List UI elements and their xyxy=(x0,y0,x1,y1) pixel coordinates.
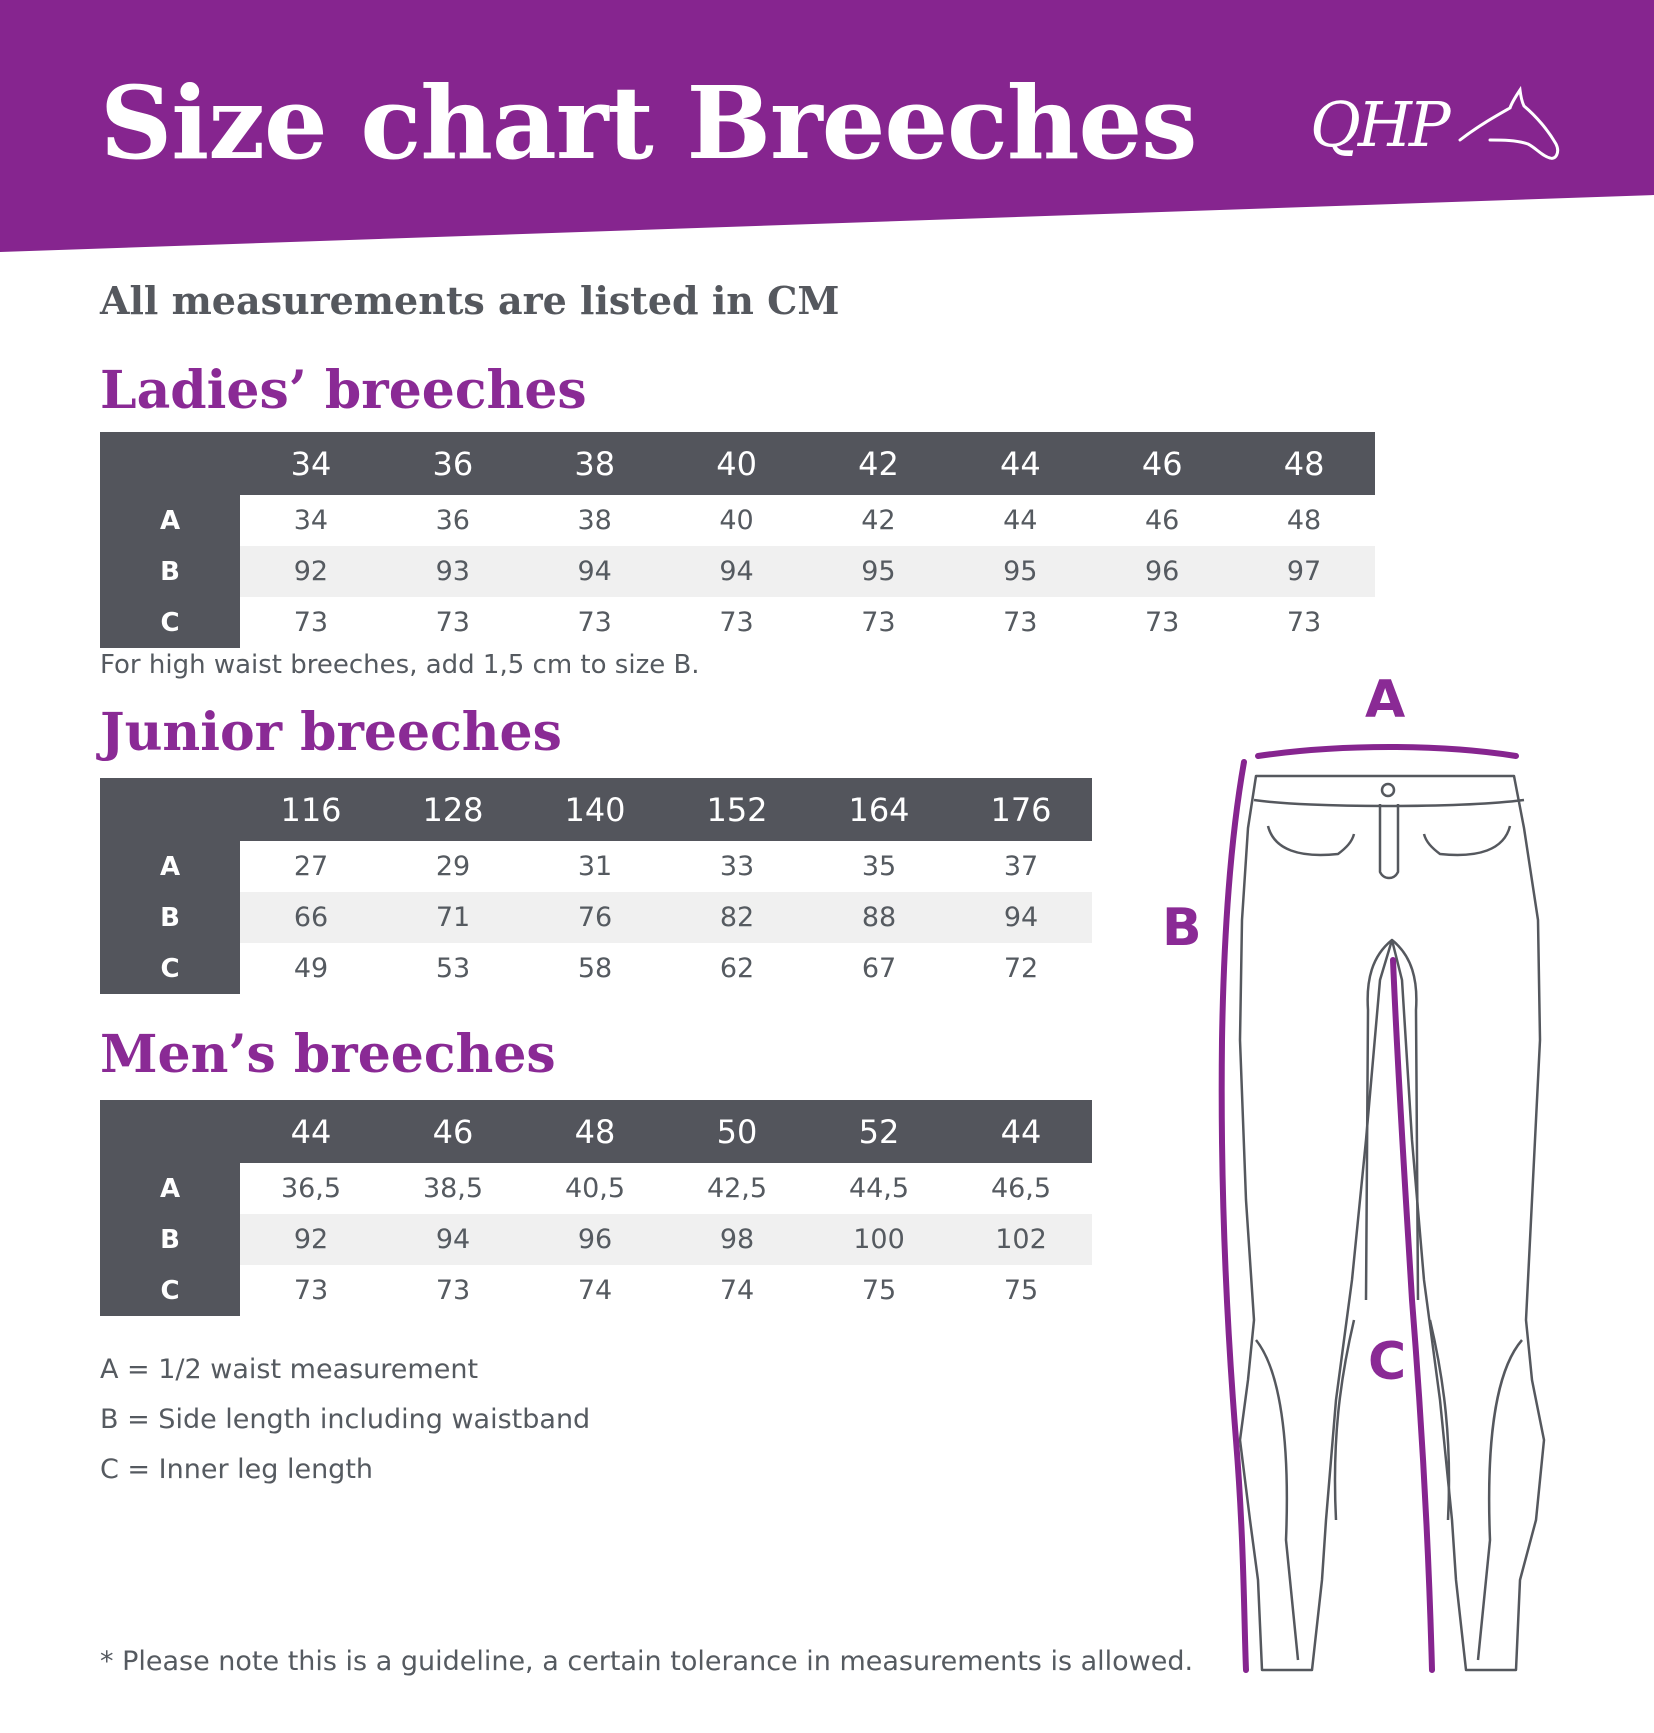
table-cell: 58 xyxy=(524,943,666,994)
table-row xyxy=(100,892,1092,943)
table-cell: 93 xyxy=(382,546,524,597)
junior-size-table xyxy=(100,778,1092,994)
size-header: 176 xyxy=(950,778,1092,841)
size-header: 140 xyxy=(524,778,666,841)
table-cell: 73 xyxy=(240,1265,382,1316)
table-cell: 38 xyxy=(524,495,666,546)
table-row xyxy=(100,1265,1092,1316)
table-cell: 96 xyxy=(1091,546,1233,597)
table-cell: 73 xyxy=(666,597,808,648)
size-header: 44 xyxy=(949,432,1091,495)
table-cell: 72 xyxy=(950,943,1092,994)
table-corner xyxy=(100,778,240,841)
table-cell: 73 xyxy=(949,597,1091,648)
table-cell: 35 xyxy=(808,841,950,892)
high-waist-note: For high waist breeches, add 1,5 cm to size B. xyxy=(100,650,700,680)
table-corner xyxy=(100,432,240,495)
table-cell: 73 xyxy=(1233,597,1375,648)
table-cell: 76 xyxy=(524,892,666,943)
size-header: 152 xyxy=(666,778,808,841)
table-cell: 66 xyxy=(240,892,382,943)
table-row xyxy=(100,597,1375,648)
table-cell: 96 xyxy=(524,1214,666,1265)
table-cell: 49 xyxy=(240,943,382,994)
breeches-diagram xyxy=(1140,670,1600,1680)
size-header: 46 xyxy=(1091,432,1233,495)
table-header-row xyxy=(100,432,1375,495)
size-header: 164 xyxy=(808,778,950,841)
table-cell: 95 xyxy=(949,546,1091,597)
table-cell: 37 xyxy=(950,841,1092,892)
table-cell: 74 xyxy=(524,1265,666,1316)
table-cell: 48 xyxy=(1233,495,1375,546)
table-cell: 95 xyxy=(808,546,950,597)
table-cell: 44,5 xyxy=(808,1163,950,1214)
row-label: B xyxy=(100,892,240,943)
table-cell: 44 xyxy=(949,495,1091,546)
junior-section-title: Junior breeches xyxy=(100,702,562,763)
table-cell: 94 xyxy=(382,1214,524,1265)
label-a: A xyxy=(1365,670,1406,730)
breeches-illustration xyxy=(1140,680,1600,1680)
table-cell: 27 xyxy=(240,841,382,892)
table-row xyxy=(100,1163,1092,1214)
size-header: 46 xyxy=(382,1100,524,1163)
table-cell: 73 xyxy=(1091,597,1233,648)
legend-item-a: A = 1/2 waist measurement xyxy=(100,1354,479,1385)
qhp-logo xyxy=(1310,82,1570,182)
horse-head-icon xyxy=(1310,82,1570,182)
size-header: 52 xyxy=(808,1100,950,1163)
size-header: 34 xyxy=(240,432,382,495)
table-cell: 29 xyxy=(382,841,524,892)
table-cell: 88 xyxy=(808,892,950,943)
legend-item-b: B = Side length including waistband xyxy=(100,1404,591,1435)
table-corner xyxy=(100,1100,240,1163)
tolerance-footnote: * Please note this is a guideline, a certain tolerance in measurements is allowed. xyxy=(100,1646,1194,1677)
header-banner xyxy=(0,0,1654,260)
size-header: 116 xyxy=(240,778,382,841)
table-cell: 100 xyxy=(808,1214,950,1265)
table-cell: 33 xyxy=(666,841,808,892)
table-cell: 53 xyxy=(382,943,524,994)
table-cell: 92 xyxy=(240,546,382,597)
size-header: 44 xyxy=(240,1100,382,1163)
units-subtitle: All measurements are listed in CM xyxy=(100,278,840,323)
men-section-title: Men’s breeches xyxy=(100,1024,556,1085)
table-row xyxy=(100,495,1375,546)
page-title: Size chart Breeches xyxy=(100,64,1197,182)
table-cell: 73 xyxy=(382,1265,524,1316)
row-label: C xyxy=(100,943,240,994)
table-cell: 31 xyxy=(524,841,666,892)
row-label: A xyxy=(100,841,240,892)
row-label: A xyxy=(100,1163,240,1214)
label-c: C xyxy=(1368,1332,1407,1392)
waist-measure-line xyxy=(1258,747,1516,756)
size-header: 40 xyxy=(666,432,808,495)
size-header: 42 xyxy=(808,432,950,495)
table-cell: 40 xyxy=(666,495,808,546)
table-cell: 82 xyxy=(666,892,808,943)
table-cell: 92 xyxy=(240,1214,382,1265)
table-cell: 46,5 xyxy=(950,1163,1092,1214)
table-header-row xyxy=(100,1100,1092,1163)
table-cell: 75 xyxy=(808,1265,950,1316)
row-label: A xyxy=(100,495,240,546)
size-header: 50 xyxy=(666,1100,808,1163)
ladies-section-title: Ladies’ breeches xyxy=(100,360,587,421)
size-header: 38 xyxy=(524,432,666,495)
measurement-legend xyxy=(100,1345,590,1495)
table-cell: 46 xyxy=(1091,495,1233,546)
table-cell: 73 xyxy=(808,597,950,648)
label-b: B xyxy=(1162,898,1202,958)
table-cell: 36,5 xyxy=(240,1163,382,1214)
table-row xyxy=(100,1214,1092,1265)
table-header-row xyxy=(100,778,1092,841)
table-row xyxy=(100,546,1375,597)
table-cell: 97 xyxy=(1233,546,1375,597)
men-size-table xyxy=(100,1100,1092,1316)
row-label: B xyxy=(100,1214,240,1265)
legend-item-c: C = Inner leg length xyxy=(100,1454,374,1485)
table-cell: 34 xyxy=(240,495,382,546)
table-cell: 36 xyxy=(382,495,524,546)
size-header: 48 xyxy=(524,1100,666,1163)
size-header: 128 xyxy=(382,778,524,841)
inner-leg-measure-line xyxy=(1393,960,1432,1670)
table-cell: 73 xyxy=(524,597,666,648)
table-cell: 38,5 xyxy=(382,1163,524,1214)
table-cell: 94 xyxy=(524,546,666,597)
table-cell: 62 xyxy=(666,943,808,994)
table-cell: 40,5 xyxy=(524,1163,666,1214)
table-cell: 73 xyxy=(382,597,524,648)
table-cell: 42 xyxy=(808,495,950,546)
table-cell: 74 xyxy=(666,1265,808,1316)
size-header: 36 xyxy=(382,432,524,495)
table-row xyxy=(100,841,1092,892)
table-cell: 102 xyxy=(950,1214,1092,1265)
size-header: 48 xyxy=(1233,432,1375,495)
row-label: C xyxy=(100,597,240,648)
table-cell: 94 xyxy=(666,546,808,597)
table-cell: 75 xyxy=(950,1265,1092,1316)
row-label: C xyxy=(100,1265,240,1316)
table-cell: 71 xyxy=(382,892,524,943)
table-cell: 67 xyxy=(808,943,950,994)
size-header: 44 xyxy=(950,1100,1092,1163)
table-cell: 42,5 xyxy=(666,1163,808,1214)
table-row xyxy=(100,943,1092,994)
table-cell: 73 xyxy=(240,597,382,648)
ladies-size-table xyxy=(100,432,1375,648)
table-cell: 98 xyxy=(666,1214,808,1265)
logo-text: QHP xyxy=(1310,88,1448,161)
row-label: B xyxy=(100,546,240,597)
table-cell: 94 xyxy=(950,892,1092,943)
